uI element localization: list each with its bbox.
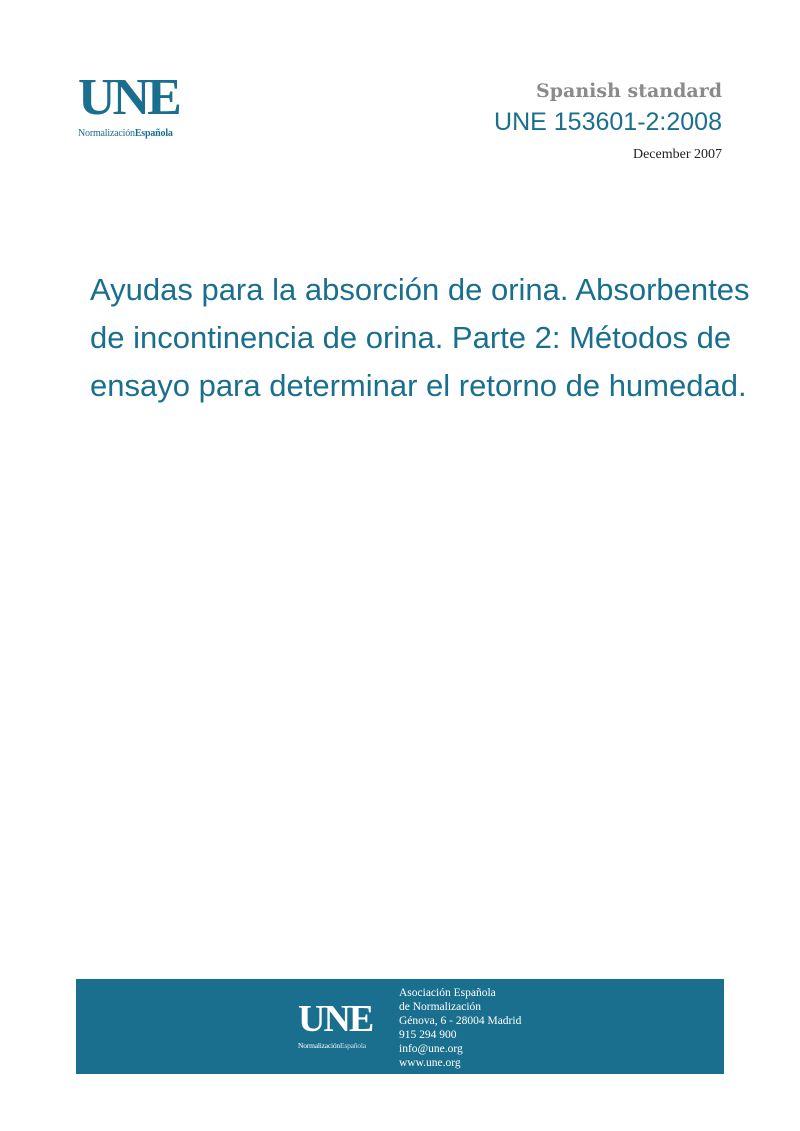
document-title (90, 266, 790, 410)
contact-org-name: Asociación Española (399, 987, 496, 999)
logo-sub-right: Española (134, 128, 173, 139)
document-code: UNE 153601-2:2008 (494, 108, 722, 136)
une-logo (78, 69, 198, 139)
contact-block (399, 986, 521, 1070)
contact-address: Génova, 6 - 28004 Madrid (399, 1015, 522, 1027)
contact-org-name-cont: de Normalización (399, 1001, 482, 1013)
logo-sub-left: Normalización (298, 1041, 340, 1050)
title-line: de incontinencia de orina. Parte 2: Métodos de (90, 320, 732, 355)
document-date: December 2007 (632, 147, 722, 162)
document-header (494, 80, 722, 163)
contact-email[interactable]: info@une.org (399, 1043, 463, 1055)
footer-band (76, 979, 724, 1074)
logo-mark: UNE (298, 998, 373, 1040)
logo-mark: UNE (78, 69, 179, 126)
une-logo-footer (298, 998, 388, 1050)
contact-phone: 915 294 900 (399, 1029, 457, 1041)
logo-subtitle (78, 128, 198, 139)
document-type: Spanish standard (536, 80, 722, 102)
title-line: Ayudas para la absorción de orina. Absorbentes (90, 272, 750, 307)
logo-subtitle (298, 1041, 388, 1050)
contact-website[interactable]: www.une.org (399, 1057, 461, 1069)
logo-sub-right: Española (339, 1041, 366, 1050)
logo-sub-left: Normalización (78, 128, 135, 139)
title-line: ensayo para determinar el retorno de humedad. (90, 368, 747, 403)
